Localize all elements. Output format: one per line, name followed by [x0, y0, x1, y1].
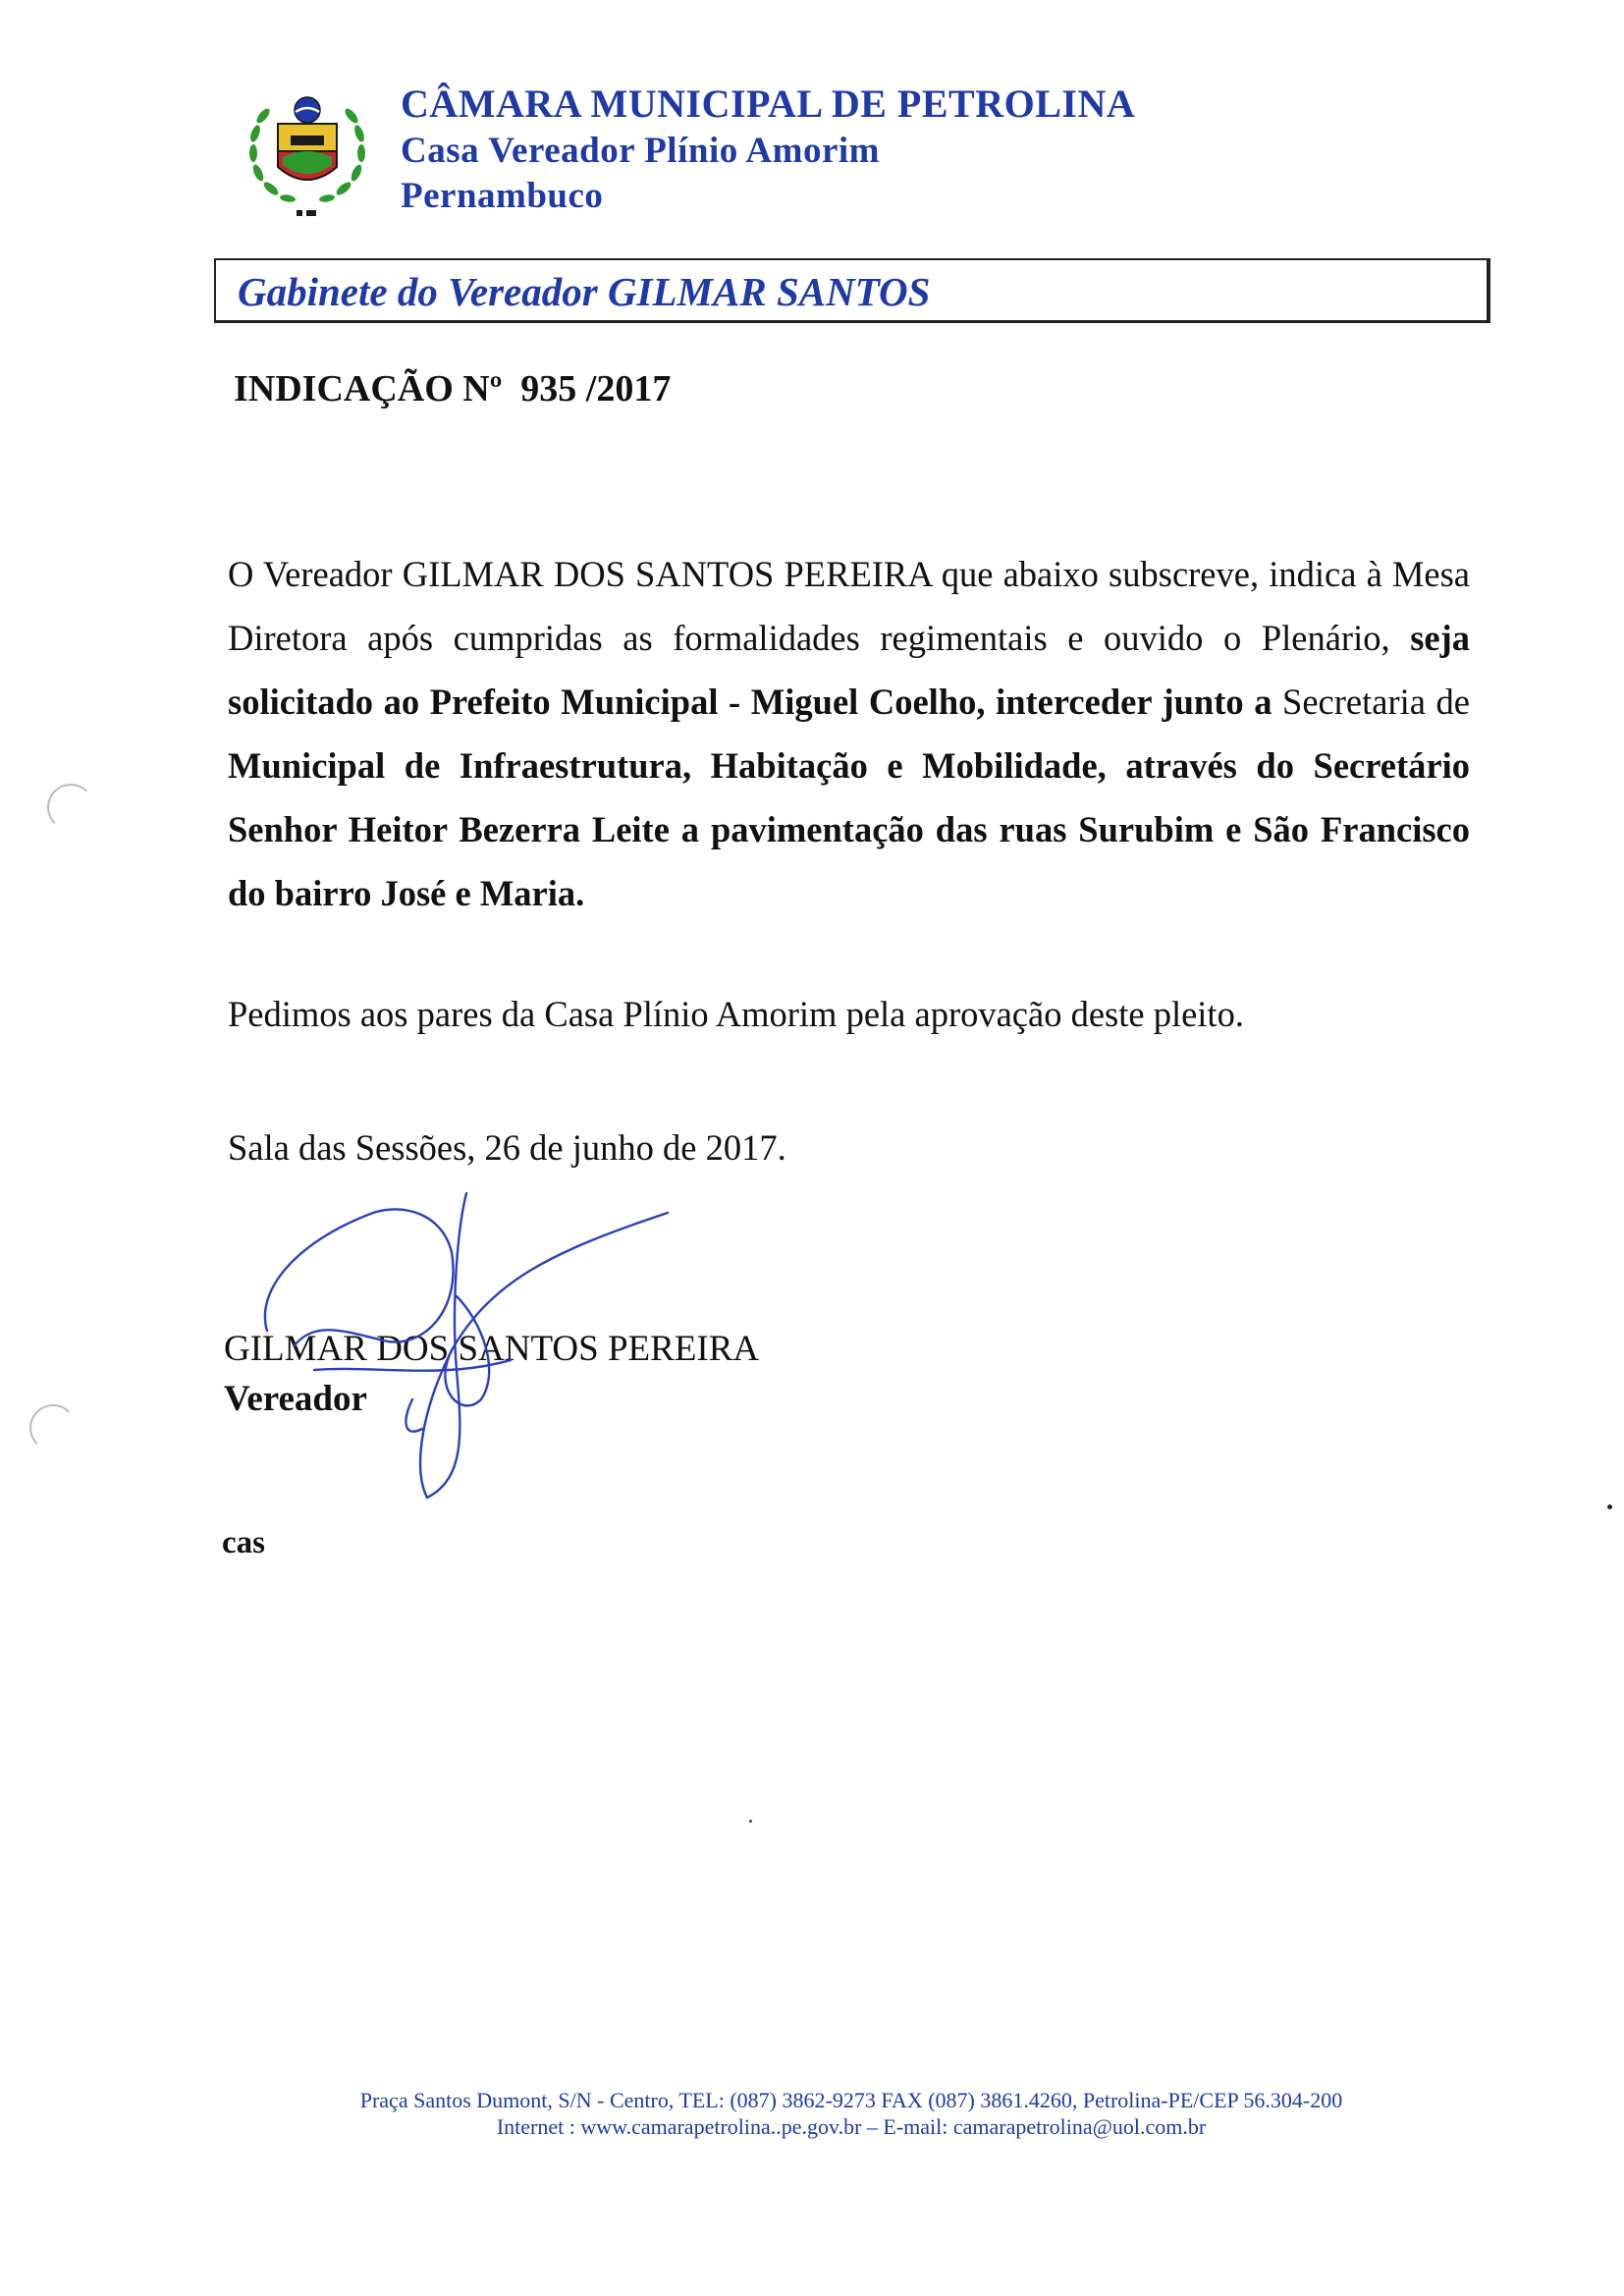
- indication-title: [234, 367, 671, 410]
- body-text-request: seja solicitado ao Prefeito Municipal - Miguel Coelho, interceder junto a: [228, 618, 1470, 722]
- office-title-box: [214, 258, 1490, 323]
- request-paragraph: Pedimos aos pares da Casa Plínio Amorim pela aprovação deste pleito.: [228, 994, 1244, 1034]
- office-title-prefix: Gabinete do Vereador: [238, 269, 608, 314]
- scan-mark: [47, 784, 94, 831]
- municipal-coat-of-arms-icon: [234, 77, 381, 224]
- footer-address: Praça Santos Dumont, S/N - Centro, TEL: (087) 3862-9273 FAX (087) 3861.4260, Petrolina-PE/CEP 56.304-200: [359, 2088, 1343, 2112]
- scan-mark: [29, 1404, 77, 1451]
- footer-contact: Internet : www.camarapetrolina..pe.gov.br – E-mail: camarapetrolina@uol.com.br: [496, 2114, 1207, 2139]
- state-name: Pernambuco: [401, 176, 604, 216]
- scan-mark: [749, 1820, 752, 1823]
- office-title-name: GILMAR SANTOS: [607, 269, 931, 314]
- scan-mark: [1607, 1504, 1612, 1509]
- house-name: Casa Vereador Plínio Amorim: [401, 131, 880, 171]
- handwritten-signature: [255, 1174, 687, 1512]
- body-text-intro: O Vereador GILMAR DOS SANTOS PEREIRA que abaixo subscreve, indica à Mesa Diretora após cumpridas as formalidades regimentais e ouvido o Plenário,: [228, 554, 1470, 658]
- signatory-role: Vereador: [224, 1379, 367, 1419]
- institution-name: CÂMARA MUNICIPAL DE PETROLINA: [401, 82, 1136, 126]
- indication-number: 935 /2017: [520, 368, 672, 410]
- date-line: Sala das Sessões, 26 de junho de 2017.: [228, 1127, 786, 1168]
- office-title: [238, 268, 930, 315]
- body-text-subject: Municipal de Infraestrutura, Habitação e Mobilidade, através do Secretário Senhor Heitor Bezerra Leite a pavimentação das ruas Surubim e São Francisco do bairro José e Maria.: [228, 745, 1470, 913]
- indication-label: INDICAÇÃO Nº: [234, 368, 503, 410]
- body-paragraph: [228, 542, 1470, 925]
- body-text-connector: Secretaria de: [1272, 682, 1470, 722]
- signatory-name: GILMAR DOS SANTOS PEREIRA: [224, 1329, 760, 1369]
- author-initials: cas: [222, 1525, 265, 1560]
